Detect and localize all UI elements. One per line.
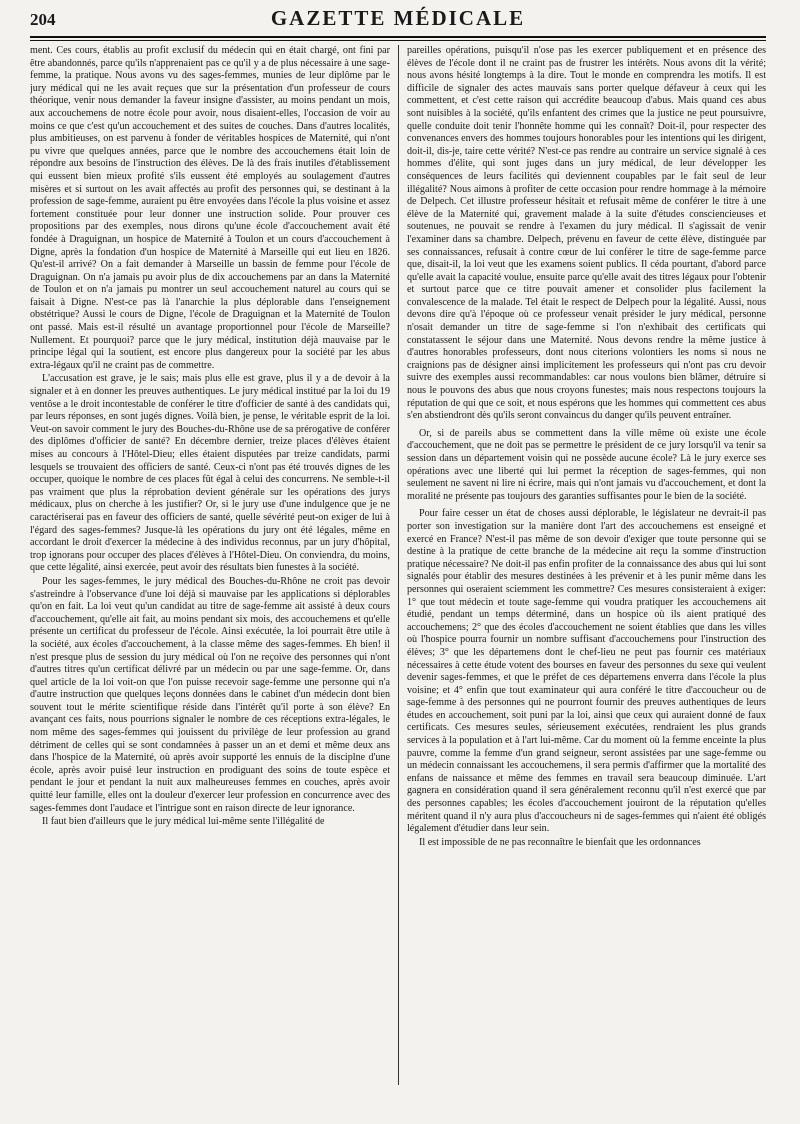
left-paragraph-1: ment. Ces cours, établis au profit exclusif du médecin qui en était chargé, ont fini par être abandonnés, parce qu'ils n'apprenaient pas ce qu'il y a de plus nécessaire à une sage-femme, la pratique. Nous avons vu des sages-femmes, munies de leur diplôme par le jury médical qui ne les avait reçues que sur la présentation d'un professeur de cours théorique, venir nous demander la faveur insigne d'assister, au moins pendant un mois, aux accouchemens de notre école pour avoir, nous disaient-elles, l'occasion de voir au moins ce que c'est qu'un accouchement et des suites de couches. Dans d'autres localités, plus ambitieuses, on est parvenu à fonder de véritables hospices de Maternité, qui n'ont pu vivre que quelques années, parce que le nombre des accouchemens était loin de répondre aux besoins de l'instruction des élèves. De là des frais inutiles d'établissement qui eussent bien mieux profité s'ils eussent été employés au soulagement d'autres misères et si surtout on les avait affectés au profit des personnes qui, se destinant à la profession de sage-femme, auraient pu être envoyées dans l'école la plus voisine et assez fortement constituée pour leur donner une instruction solide. Pour prouver ces propositions par des exemples, nous dirons qu'une école d'accouchement avait été fondée à Draguignan, un hospice de Maternité à Toulon et un cours d'accouchement à Digne, après la fondation d'un hospice de Maternité à Marseille qui eut lieu en 1826. Qu'est-il arrivé? On a fait demander à Marseille un bassin de femme pour l'école de Draguignan. On n'a jamais pu avoir plus de dix accouchemens par an dans la Maternité de Toulon et on n'a jamais pu montrer un seul accouchement naturel au cours qui se faisait à Digne. N'est-ce pas là l'anarchie la plus déplorable dans l'enseignement obstétrique? Aussi le cours de Digne, l'école de Draguignan et la Maternité de Toulon ont passé. Mais est-il résulté un avantage proportionnel pour l'école de Marseille? Nullement. Et pourquoi? parce que le jury médical, institution déjà mauvaise par le principe légal qui la soutient, est encore plus dangereux pour la société par les abus extra-légaux qu'il ne craint pas de commettre. bbox=[30, 45, 390, 371]
journal-title: GAZETTE MÉDICALE bbox=[270, 6, 526, 30]
header-rule-thin bbox=[30, 40, 766, 41]
article-columns bbox=[30, 45, 766, 1085]
left-paragraph-2: L'accusation est grave, je le sais; mais plus elle est grave, plus il y a de devoir à la signaler et à en donner les preuves authentiques. Le jury médical institué par la loi du 19 ventôse a le droit incontestable de conférer le titre d'officier de santé à des candidats qui, par leurs réponses, en sont jugés dignes. Voilà bien, je pense, le véritable esprit de la loi. Veut-on savoir comment le jury des Bouches-du-Rhône use de sa prérogative de conférer des diplômes d'officier de santé? En décembre dernier, treize places d'élèves étaient mises au concours à l'Hôtel-Dieu; elles étaient disputées par treize candidats, parmi lesquels se trouvaient des officiers de santé. Ceux-ci n'ont pas été trouvés dignes de les occuper, quoique le nombre de ces places fût égal à celui des concurrens. Ne semble-t-il pas vraiment que plus la réprobation devient générale sur les opérations des jurys médicaux, plus on cherche à les justifier? Or, si le jury use d'une indulgence que je ne caractériserai pas en faveur des officiers de santé, quelle sévérité peut-on exiger de lui à l'égard des sages-femmes? Jusque-là les opérations du jury ont été légales, même en accordant le droit d'exercer la médecine à des individus reconnus, par un jury d'hôpital, trop ignorans pour occuper des places d'élèves à l'Hôtel-Dieu. On conviendra, du moins, que cette légalité, ainsi exercée, peut avoir des résultats bien funestes à la société. bbox=[30, 373, 390, 574]
page-number: 204 bbox=[30, 10, 56, 29]
left-paragraph-4: Il faut bien d'ailleurs que le jury médical lui-même sente l'illégalité de bbox=[42, 816, 325, 828]
left-paragraph-3: Pour les sages-femmes, le jury médical des Bouches-du-Rhône ne croit pas devoir s'astreindre à l'observance d'une loi déjà si mauvaise par les applications si déplorables qu'on en fait. La loi veut qu'un candidat au titre de sage-femme ait assisté à deux cours d'accouchement, qu'elle ait fait, au moins pendant six mois, des accouchemens et qu'elle présente un certificat du professeur de l'école. Ainsi exécutée, la loi pourrait être utile à la société, aux écoles d'accouchement, à la classe même des sages-femmes. Eh bien! il n'est presque plus de session du jury médical où l'on ne reçoive des personnes qui n'ont d'autres titres qu'un certificat délivré par un médecin ou par une sage-femme. Or, dans quel article de la loi voit-on que l'on puisse recevoir sage-femme une personne qui n'a d'autre instruction que quelques leçons données dans le cabinet d'un médecin dont bien souvent tout le mérite scientifique réside dans l'intérêt qu'il porte à son élève? En avançant ces faits, nous pourrions signaler le nombre de ces réceptions extra-légales, le nom même des sages-femmes qui jouissent du privilège de leur profession au grand détriment de celles qui se sont condamnées à passer un an et demi et même deux ans dans l'hospice de la Maternité, où après avoir supporté les ennuis de la disciplne d'une école, après avoir puisé leur instruction en prodiguant des soins de toute espèce et pendant le jour et pendant la nuit aux malheureuses femmes en couches, après avoir quitté leur famille, elles ont la douleur d'exercer leur profession en concurrence avec des sages-femmes dont l'audace et l'intrigue sont en raison directe de leur ignorance. bbox=[30, 575, 390, 814]
right-column bbox=[398, 45, 766, 1085]
left-column bbox=[30, 45, 398, 1085]
right-paragraph-2: Or, si de pareils abus se commettent dans la ville même où existe une école d'accouchement, que ne doit pas se permettre le président de ce jury lorsqu'il va tenir sa session dans un département voisin qui ne possède aucune école? Là le jury exerce ses opérations avec une liberté qui lui permet la réception de sages-femmes, qui non seulement ne savent ni lire ni écrire, mais qui n'ont jamais vu d'accouchement, et dont la moralité ne présente pas toujours des garanties suffisantes pour le bien de la société. bbox=[407, 427, 766, 502]
right-paragraph-3: Pour faire cesser un état de choses aussi déplorable, le législateur ne devrait-il pas porter son investigation sur la manière dont l'art des accouchemens est enseigné et exercé en France? N'est-il pas même de son devoir d'exiger que toute personne qui se destine à la pratique de cette branche de la médecine ait reçu la somme d'instruction pratique nécessaire? Ne doit-il pas enfin profiter de la connaissance des abus qui lui sont signalés pour établir des mesures destinées à les prévenir et à les punir même dans les personnes qui oseraient sciemment les commettre? Ces mesures consisteraient à exiger: 1° que tout médecin et toute sage-femme qui voudra pratiquer les accouchemens ait étudié, pendant un temps déterminé, dans un hospice où ils aient pratiqué des accouchemens; 2° que des écoles d'accouchement ne soient établies que dans les villes où l'hospice pourra fournir un nombre suffisant d'accouchemens pour l'instruction des élèves; 3° que les départemens dont le chef-lieu ne peut pas fournir ces matériaux nécessaires à cette étude votent des bourses en faveur des personnes du sexe qui veulent devenir sages-femmes, et que le préfet de ces départemens enverra dans l'école la plus voisine; et 4° enfin que tout examinateur qui aura conféré le titre d'accoucheur ou de sage-femme à des personnes qui ne pourront fournir des preuves authentiques de leurs études en accouchement, soit puni par la loi, ainsi que ceux qui auraient donné de faux certificats. Ces mesures seules, sérieusement exécutées, rendraient les plus grands services à la population et à l'art lui-même. Car du moment où la femme enceinte la plus pauvre, comme la femme d'un grand seigneur, seront assistées par une sage-femme ou un médecin connaissant les accouchemens, il sera permis d'affirmer que la mortalité des enfans de naissance et même des femmes en travail sera beaucoup diminuée. L'art gagnera en considération quand il sera généralement reconnu qu'il n'est exercé que par des personnes capables; les écoles d'accouchement jouiront de la réputation qu'elles méritent quand il n'y aura plus d'accoucheurs ni de sages-femmes qui n'aient été obligés légalement d'étudier dans leur sein. bbox=[407, 508, 766, 835]
header-rule bbox=[30, 36, 766, 38]
right-paragraph-4: Il est impossible de ne pas reconnaître le bienfait que les ordonnances bbox=[419, 836, 701, 848]
right-paragraph-1: pareilles opérations, puisqu'il n'ose pas les exercer publiquement et en présence des élèves de l'école dont il ne craint pas de frustrer les intérêts. Nous avons dit la vérité; nous avons hésité longtemps à la dire. Tout le monde en comprendra les motifs. Il est difficile de signaler des actes mauvais sans porter quelque défaveur à ceux qui les commettent, et c'est cette raison qui accrédite beaucoup d'abus. Mais quand ces abus sont nuisibles à la société, qu'ils enfantent des crimes que la justice ne peut poursuivre, quelle conduite doit tenir l'honnête homme qui les connaît? Doit-il, pour respecter des convenances envers des hommes toujours honorables pour les intentions qui les dirigent, doit-il, dis-je, taire cette vérité? N'est-ce pas rendre au contraire un service signalé à ces hommes d'élite, qui sont juges dans un jury médical, de leur développer les conséquences de leurs facilités qui deviennent coupables par le fait seul de leur illégalité? Nous aimons à profiter de cette occasion pour rendre hommage à la mémoire de Delpech. Cet illustre professeur hésitait et refusait même de conférer le titre à une élève de la Maternité qui, gravement malade à la suite d'études consciencieuses et soutenues, ne pouvait se rendre à l'examen du jury médical. Il s'agissait de venir l'examiner dans sa chambre. Delpech, prévenu en faveur de cette élève, distinguée par ses connaissances, refusait à contre cœur de lui conférer le titre de sage-femme parce que, disait-il, la loi veut que les examens soient publics. Il céda pourtant, d'abord parce qu'elle avait la capacité voulue, ensuite parce qu'elle avait des titres légaux pour l'obtenir et surtout parce que ce titre pouvait amener et consolider plus facilement la convalescence de la malade. Tel était le respect de Delpech pour la légalité. Aussi, nous devons dire qu'à l'époque où ce professeur venait présider le jury médical, personne n'osait demander un titre de sage-femme si l'on n'exhibait des certificats qui constatassent le séjour dans une Maternité. Nous devons rendre la même justice à d'autres honorables professeurs, dont nous citerions volontiers les noms si nous ne craignions pas de désigner ainsi implicitement les professeurs qui n'ont pas cru devoir suivre des exemples aussi recommandables: car nous voulons bien blâmer, détruire si nous le pouvons des abus que nous croyons funestes; mais nous respectons toujours la réputation de qui que ce soit, et nous espérons que les hommes qui commettent ces abus s'en abstiendront dès qu'ils seront convaincus du danger qu'ils peuvent entraîner. bbox=[407, 45, 766, 422]
page-header bbox=[30, 6, 766, 32]
